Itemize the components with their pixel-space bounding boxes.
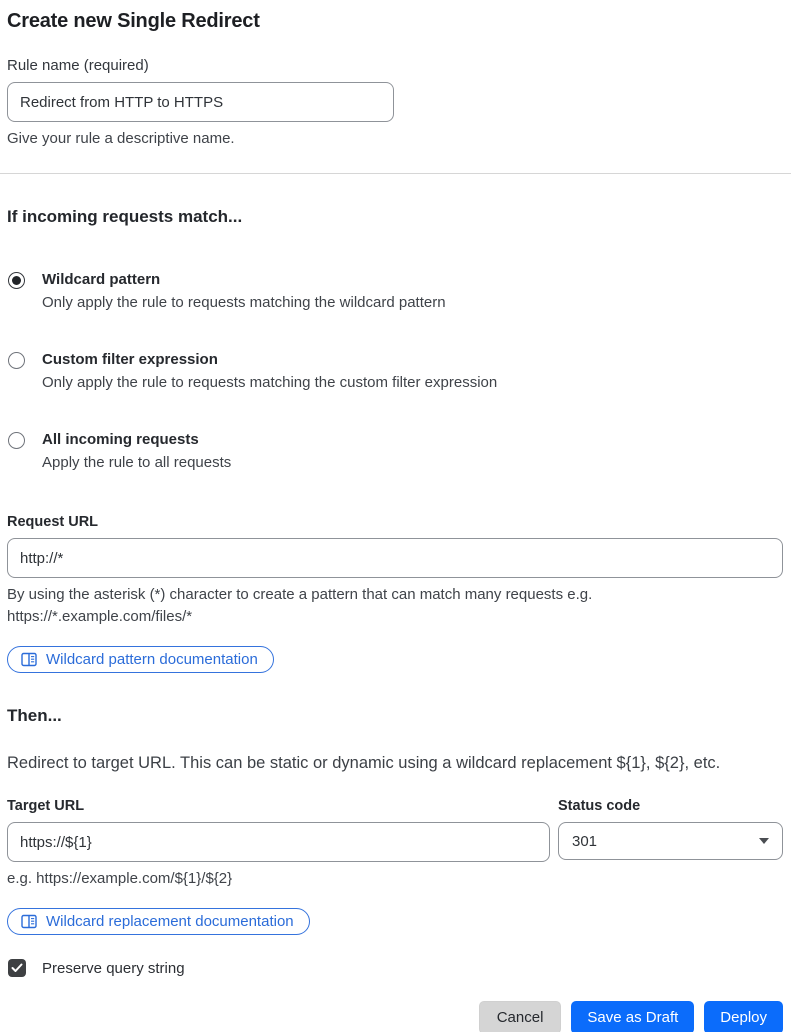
preserve-query-string-option[interactable] — [7, 959, 783, 977]
book-icon — [21, 914, 37, 929]
target-url-input[interactable] — [7, 822, 550, 862]
preserve-query-string-label: Preserve query string — [42, 959, 185, 977]
radio-all-incoming-requests[interactable] — [7, 431, 783, 472]
wildcard-replacement-doc-button[interactable] — [7, 908, 310, 935]
request-url-help — [7, 584, 783, 628]
radio-custom-filter-expression-description: Only apply the rule to requests matching the custom filter expression — [42, 374, 498, 391]
rule-name-label: Rule name (required) — [7, 57, 149, 74]
radio-unselected-icon — [8, 352, 25, 369]
deploy-button[interactable]: Deploy — [704, 1001, 783, 1032]
page-title: Create new Single Redirect — [7, 10, 260, 32]
status-code-selected-value: 301 — [572, 832, 598, 850]
status-code-label: Status code — [558, 798, 641, 814]
request-url-input[interactable] — [7, 538, 783, 578]
wildcard-replacement-doc-button-label: Wildcard replacement documentation — [46, 912, 294, 930]
footer-actions — [7, 1001, 783, 1032]
radio-wildcard-pattern-label: Wildcard pattern — [42, 271, 161, 288]
radio-wildcard-pattern-description: Only apply the rule to requests matching the wildcard pattern — [42, 294, 446, 311]
checkbox-checked-icon — [8, 959, 26, 977]
target-url-help: e.g. https://example.com/${1}/${2} — [7, 870, 233, 887]
target-url-label: Target URL — [7, 798, 85, 814]
match-section-heading: If incoming requests match... — [7, 207, 243, 226]
request-url-label: Request URL — [7, 514, 99, 530]
rule-name-input[interactable] — [7, 82, 394, 122]
radio-custom-filter-expression[interactable] — [7, 351, 783, 392]
radio-unselected-icon — [8, 432, 25, 449]
radio-all-incoming-requests-label: All incoming requests — [42, 431, 199, 448]
status-code-select[interactable] — [558, 822, 783, 860]
radio-selected-icon — [8, 272, 25, 289]
section-divider — [0, 173, 791, 174]
radio-wildcard-pattern[interactable] — [7, 271, 783, 312]
cancel-button[interactable]: Cancel — [479, 1001, 562, 1032]
wildcard-pattern-doc-button-label: Wildcard pattern documentation — [46, 650, 258, 668]
radio-custom-filter-expression-label: Custom filter expression — [42, 351, 218, 368]
request-url-help-line1: By using the asterisk (*) character to create a pattern that can match many requests e.g. — [7, 586, 593, 603]
target-status-row — [7, 798, 783, 890]
rule-name-help: Give your rule a descriptive name. — [7, 130, 235, 147]
book-icon — [21, 652, 37, 667]
chevron-down-icon — [759, 838, 769, 844]
then-section-description: Redirect to target URL. This can be static or dynamic using a wildcard replacement ${1}, ${2}, etc. — [7, 754, 721, 772]
wildcard-pattern-doc-button[interactable] — [7, 646, 274, 673]
save-as-draft-button[interactable]: Save as Draft — [571, 1001, 694, 1032]
request-url-help-line2: https://*.example.com/files/* — [7, 608, 193, 625]
radio-all-incoming-requests-description: Apply the rule to all requests — [42, 454, 232, 471]
then-section-heading: Then... — [7, 706, 62, 725]
